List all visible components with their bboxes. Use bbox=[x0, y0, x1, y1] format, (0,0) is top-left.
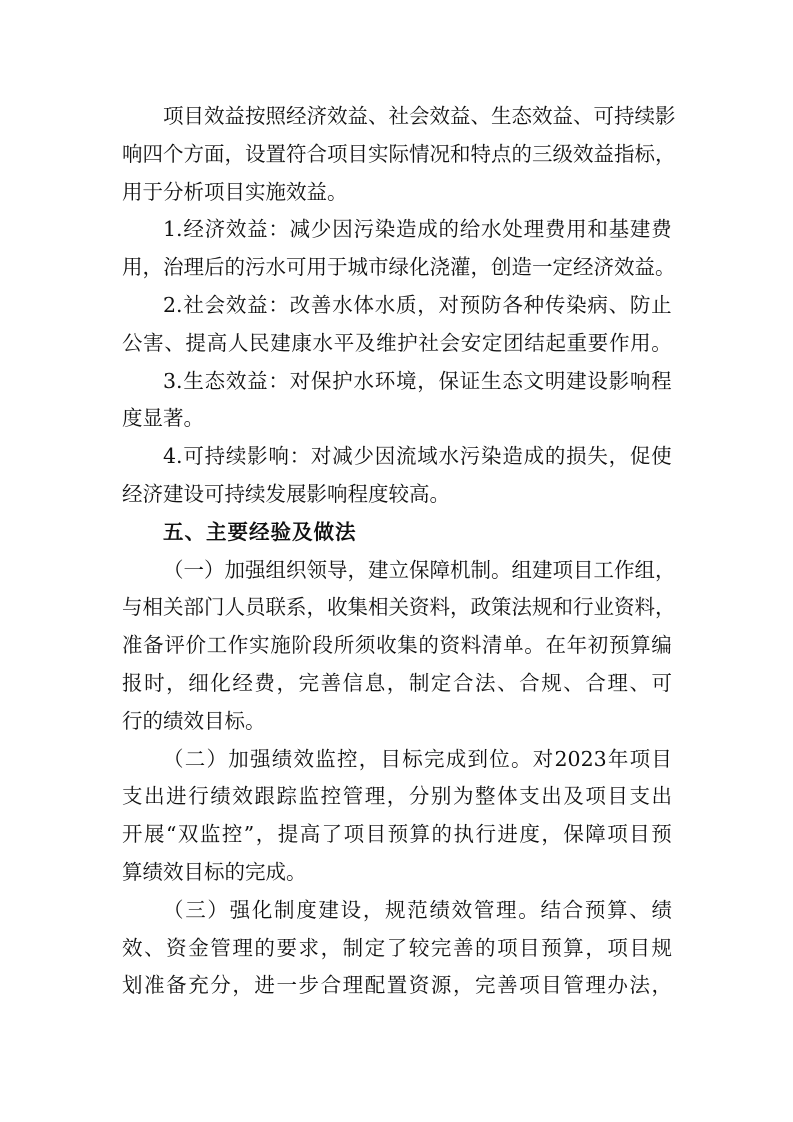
text-line: 划 准 备 充 分 ， 进 一 步 合 理 配 置 资 源 ， 完 善 项 目 管 理 办 法 ， bbox=[122, 973, 672, 998]
text-line: 公 害 、 提 高 人 民 建 康 水 平 及 维 护 社 会 安 定 团 结 起 重 要 作 用 。 bbox=[122, 330, 672, 355]
text-line: 响 四 个 方 面 ， 设 置 符 合 项 目 实 际 情 况 和 特 点 的 三 级 效 益 指 标 ， bbox=[122, 141, 676, 166]
text-line: 3. 生 态 效 益 ： 对 保 护 水 环 境 ， 保 证 生 态 文 明 建 设 影 响 程 bbox=[163, 368, 672, 393]
text-line: 算 绩 效 目 标 的 完 成 。 bbox=[122, 859, 307, 884]
text-line: 与 相 关 部 门 人 员 联 系 ， 收 集 相 关 资 料 ， 政 策 法 规 和 行 业 资 料 ， bbox=[122, 595, 676, 620]
text-line: （ 三 ） 强 化 制 度 建 设 ， 规 范 绩 效 管 理 。 结 合 预 算 、 绩 bbox=[163, 897, 672, 922]
text-line: 4. 可 持 续 影 响 ： 对 减 少 因 流 域 水 污 染 造 成 的 损 失 ， 促 使 bbox=[163, 444, 672, 469]
text-line: 行 的 绩 效 目 标 。 bbox=[122, 708, 266, 733]
text-line: 支 出 进 行 绩 效 跟 踪 监 控 管 理 ， 分 别 为 整 体 支 出 及 项 目 支 出 bbox=[122, 784, 672, 809]
text-line: 2. 社 会 效 益 ： 改 善 水 体 水 质 ， 对 预 防 各 种 传 染 病 、 防 止 bbox=[163, 292, 672, 317]
text-line: 度 显 著 。 bbox=[122, 406, 204, 431]
text-line: （ 二 ） 加 强 绩 效 监 控 ， 目 标 完 成 到 位 。 对 2023 年 项 目 bbox=[163, 746, 672, 771]
text-line: 报 时 ， 细 化 经 费 ， 完 善 信 息 ， 制 定 合 法 、 合 规 、 合 理 、 可 bbox=[122, 670, 672, 695]
text-line: 用 于 分 析 项 目 实 施 效 益 。 bbox=[122, 179, 348, 204]
text-line: （ 一 ） 加 强 组 织 领 导 ， 建 立 保 障 机 制 。 组 建 项 目 工 作 组 ， bbox=[163, 557, 676, 582]
text-line: 准 备 评 价 工 作 实 施 阶 段 所 须 收 集 的 资 料 清 单 。 在 年 初 预 算 编 bbox=[122, 633, 672, 658]
text-line: 开 展 “ 双 监 控 ” ， 提 高 了 项 目 预 算 的 执 行 进 度 ， 保 障 项 目 预 bbox=[122, 822, 672, 847]
text-line: 用 ， 治 理 后 的 污 水 可 用 于 城 市 绿 化 浇 灌 ， 创 造 一 定 经 济 效 益 。 bbox=[122, 255, 676, 280]
text-line: 效 、 资 金 管 理 的 要 求 ， 制 定 了 较 完 善 的 项 目 预 算 ， 项 目 规 bbox=[122, 935, 672, 960]
section-heading: 五 、 主 要 经 验 及 做 法 bbox=[163, 519, 357, 544]
text-line: 项 目 效 益 按 照 经 济 效 益 、 社 会 效 益 、 生 态 效 益 、 可 持 续 影 bbox=[163, 104, 676, 128]
text-line: 1. 经 济 效 益 ： 减 少 因 污 染 造 成 的 给 水 处 理 费 用 和 基 建 费 bbox=[163, 217, 672, 242]
body-text bbox=[122, 98, 676, 1005]
text-line: 经 济 建 设 可 持 续 发 展 影 响 程 度 较 高 。 bbox=[122, 481, 450, 506]
